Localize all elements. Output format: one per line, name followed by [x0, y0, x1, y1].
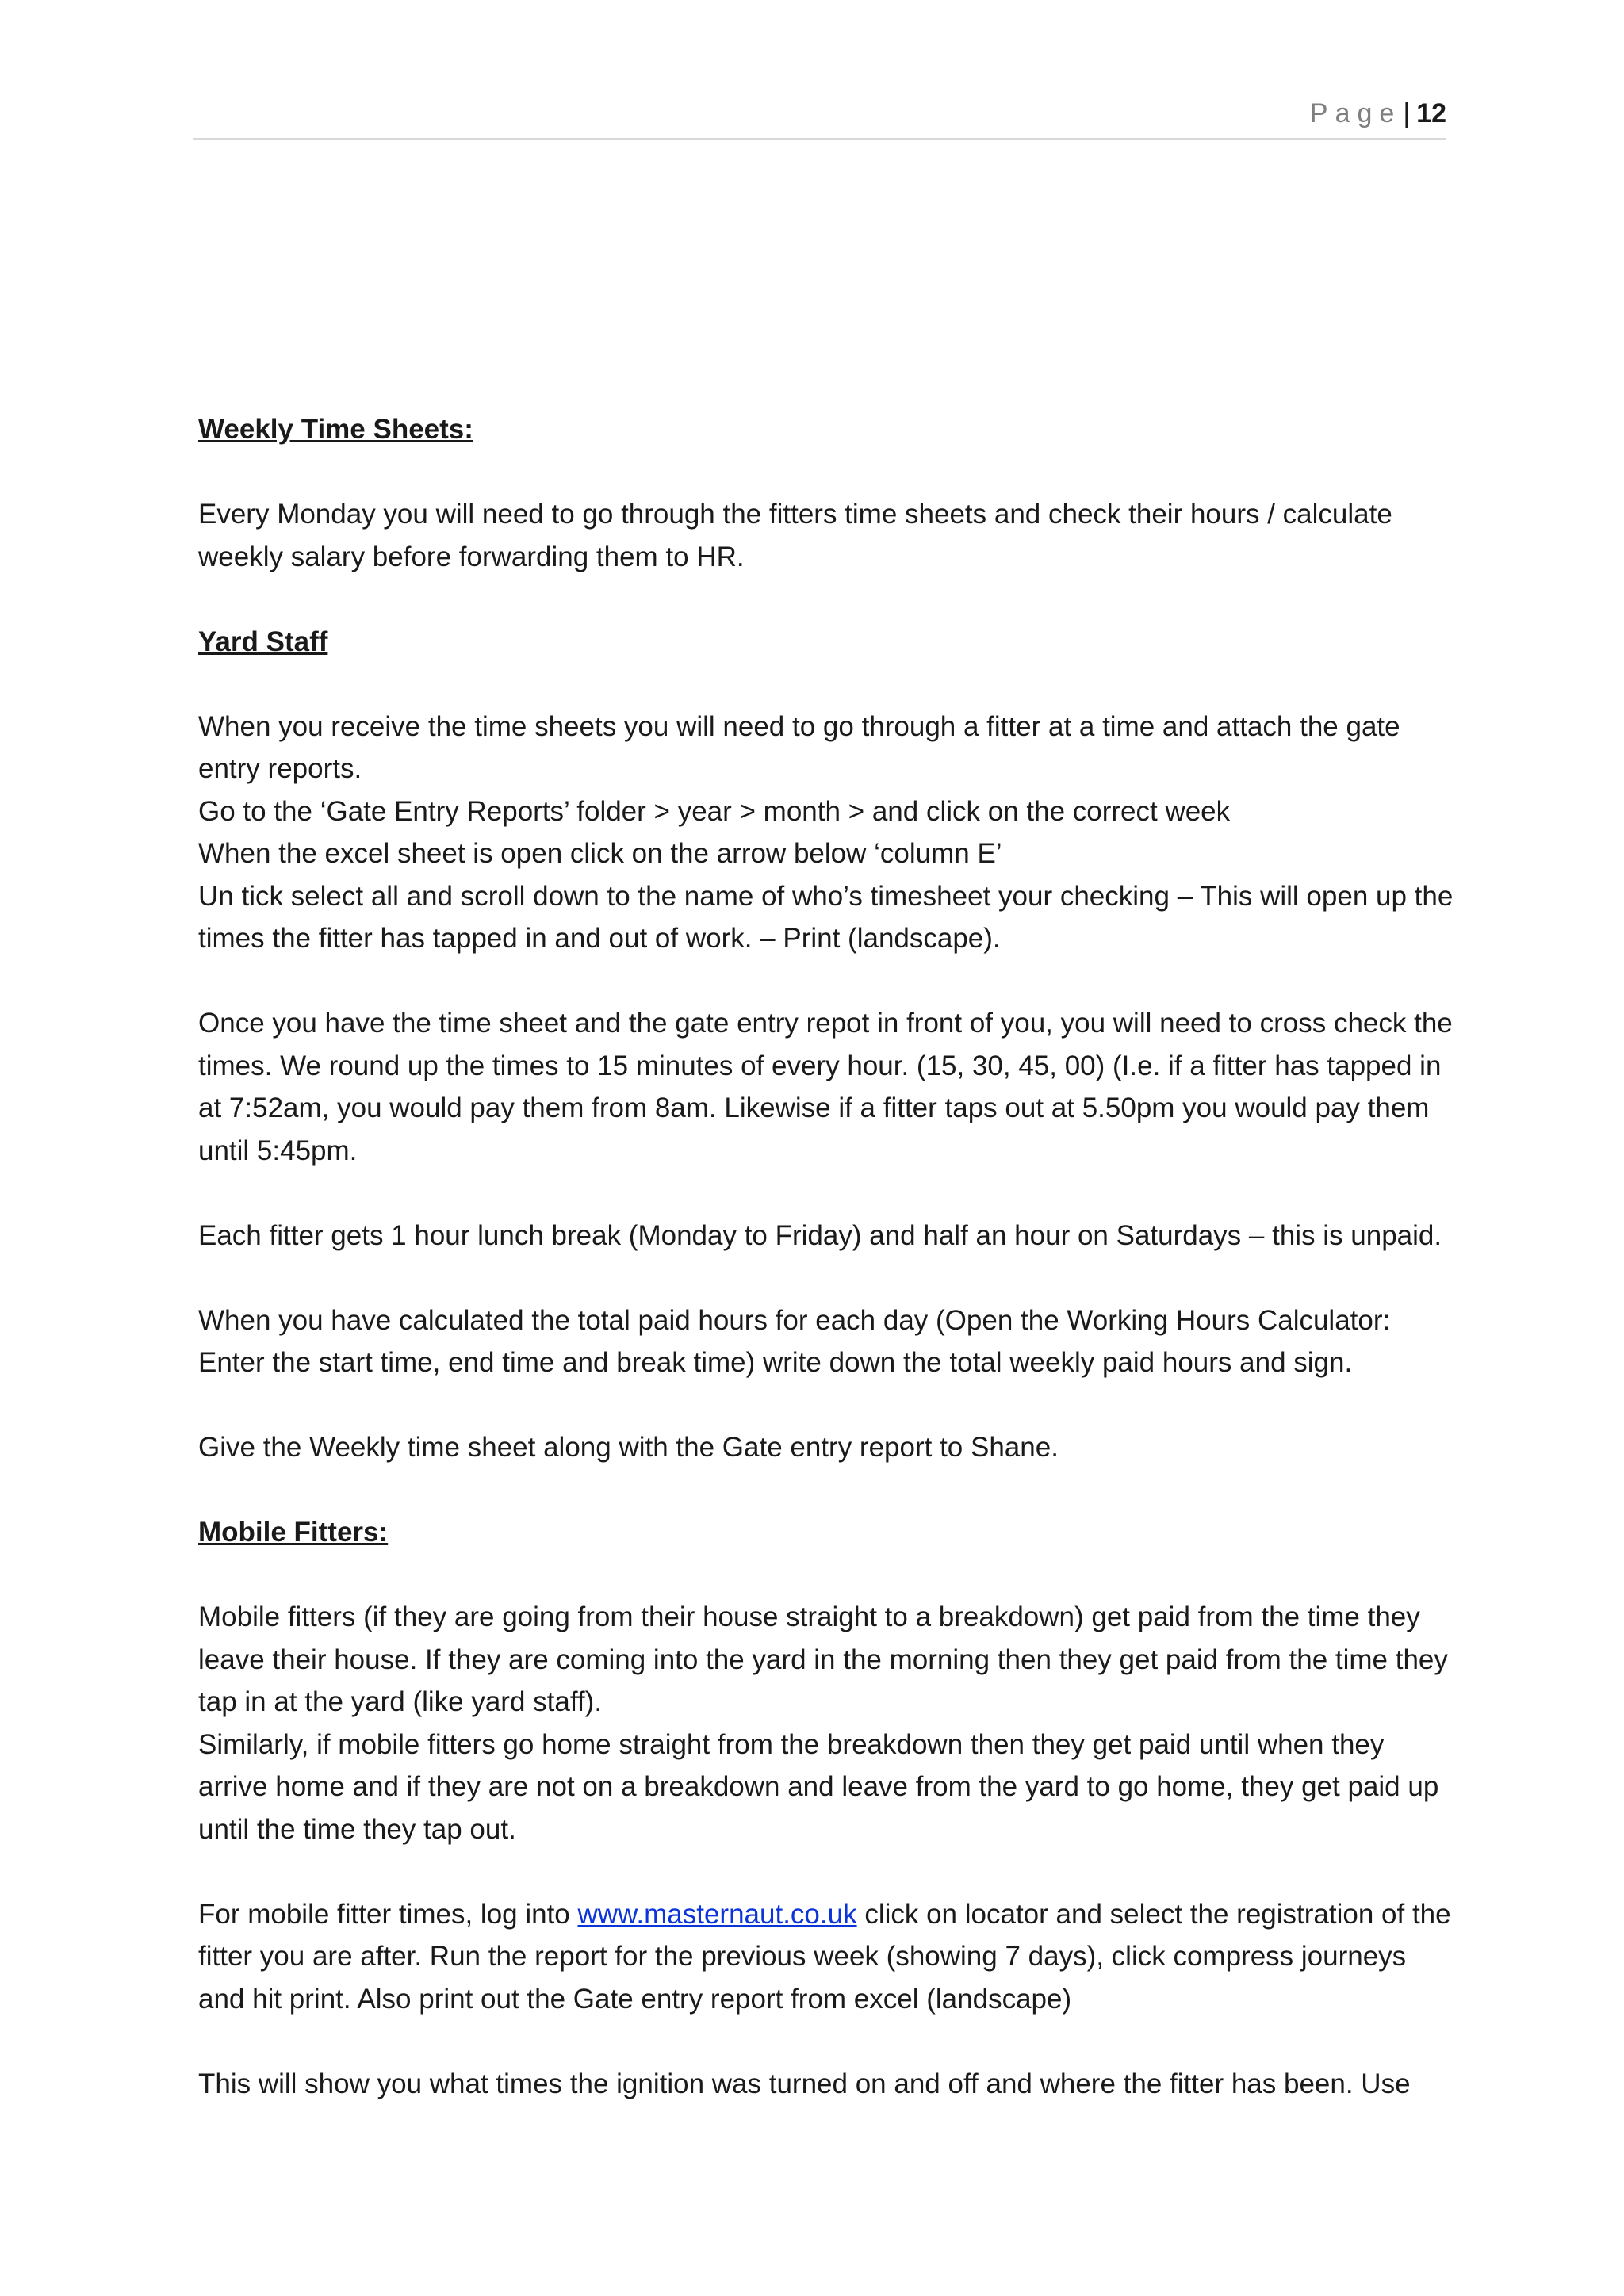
page-number-label: [1310, 94, 1446, 133]
masternaut-text-before: For mobile fitter times, log into: [198, 1898, 578, 1930]
mobile-ignition-paragraph: This will show you what times the ignition was turned on and off and where the fitter has been. Use: [198, 2068, 1411, 2099]
mobile-fitters-heading: Mobile Fitters:: [198, 1517, 389, 1548]
yard-staff-heading: Yard Staff: [198, 626, 328, 657]
yard-give-paragraph: Give the Weekly time sheet along with the Gate entry report to Shane.: [198, 1432, 1059, 1463]
masternaut-link[interactable]: www.masternaut.co.uk: [577, 1898, 857, 1930]
mobile-paragraph-line-2: Similarly, if mobile fitters go home straight from the breakdown then they get paid until when they arrive home and if they are not on a breakdown and leave from the yard to go home, they get paid up until the time they tap out.: [198, 1728, 1439, 1845]
page-number: 12: [1416, 98, 1446, 128]
yard-calculate-paragraph: When you have calculated the total paid hours for each day (Open the Working Hours Calculator: Enter the start time, end time and break time) write down the total weekly paid hours and sign.: [198, 1304, 1391, 1378]
mobile-masternaut-paragraph: [198, 1893, 1459, 2021]
weekly-intro-paragraph: Every Monday you will need to go through the fitters time sheets and check their hours / calculate weekly salary before forwarding them to HR.: [198, 499, 1392, 572]
document-body: [198, 408, 1459, 2105]
weekly-time-sheets-heading: Weekly Time Sheets:: [198, 414, 473, 445]
yard-lunch-paragraph: Each fitter gets 1 hour lunch break (Monday to Friday) and half an hour on Saturdays – this is unpaid.: [198, 1219, 1442, 1251]
yard-rounding-paragraph: Once you have the time sheet and the gate entry repot in front of you, you will need to cross check the times. We round up the times to 15 minutes of every hour. (15, 30, 45, 00) (I.e. if a fitter has tapped in at 7:52am, you would pay them from 8am. Likewise if a fitter taps out at 5.50pm you would pay them until 5:45pm.: [198, 1008, 1453, 1166]
yard-paragraph-line-3: When the excel sheet is open click on the arrow below ‘column E’: [198, 838, 1002, 869]
yard-paragraph-line-1: When you receive the time sheets you will need to go through a fitter at a time and attach the gate entry reports.: [198, 710, 1400, 784]
masternaut-text-after: click on locator and select the registration of the fitter you are after. Run the report for the previous week (showing 7 days), click compress journeys and hit print. Also print out the Gate entry report from excel (landscape): [198, 1898, 1451, 2015]
yard-paragraph-line-2: Go to the ‘Gate Entry Reports’ folder > year > month > and click on the correct week: [198, 795, 1231, 827]
page-label: Page: [1309, 98, 1402, 128]
page-header: [193, 94, 1446, 140]
page-separator: |: [1403, 98, 1411, 128]
mobile-paragraph-line-1: Mobile fitters (if they are going from their house straight to a breakdown) get paid from the time they leave their house. If they are coming into the yard in the morning then they get paid from the time they tap in at the yard (like yard staff).: [198, 1601, 1448, 1717]
yard-paragraph-line-4: Un tick select all and scroll down to the name of who’s timesheet your checking – This will open up the times the fitter has tapped in and out of work. – Print (landscape).: [198, 880, 1454, 954]
